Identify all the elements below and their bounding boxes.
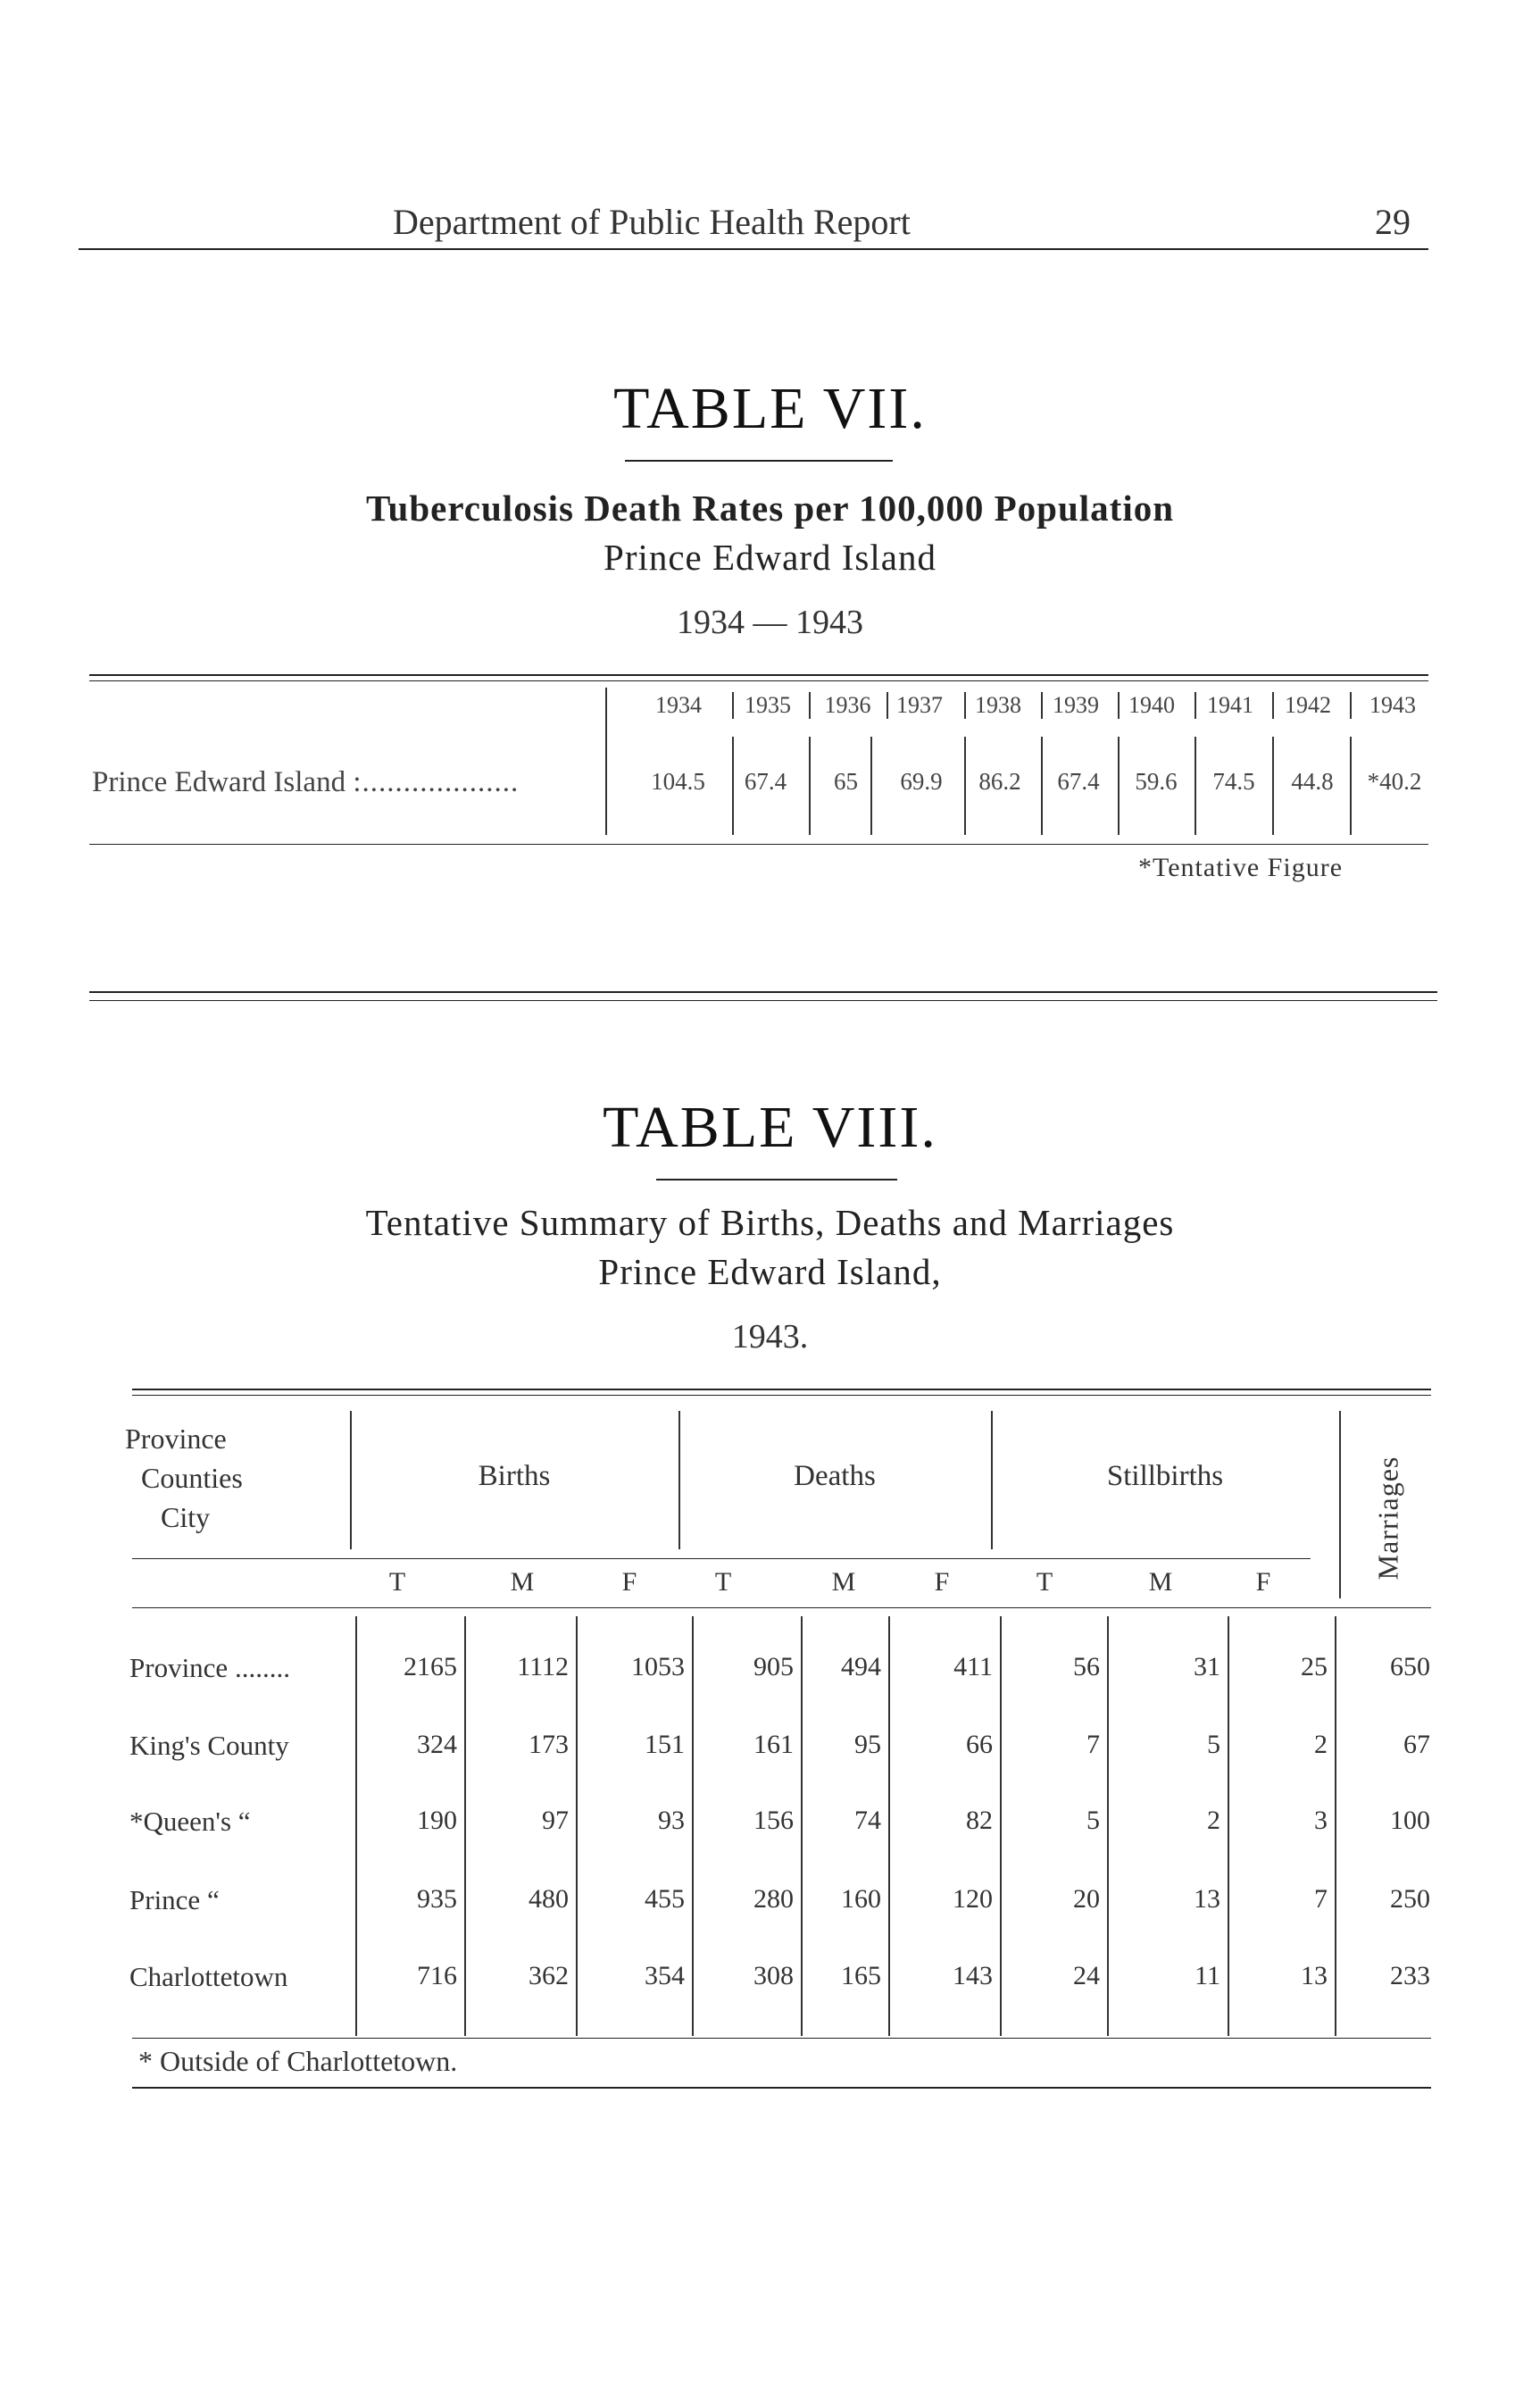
table8-body-top-rule xyxy=(132,1607,1431,1608)
table7-stub-divider xyxy=(605,688,607,835)
table7-col-divider xyxy=(732,737,734,835)
table8-cell: 2165 xyxy=(404,1652,457,1681)
table8-row-label: Charlottetown xyxy=(129,1961,288,1992)
table8-footnote: * Outside of Charlottetown. xyxy=(138,2045,458,2077)
table7-year-1934: 1934 xyxy=(655,692,702,718)
table8-cell: 411 xyxy=(953,1652,993,1681)
table8-cell: 494 xyxy=(841,1652,881,1681)
table8-cell: 56 xyxy=(1073,1652,1100,1681)
table7-note: *Tentative Figure xyxy=(1138,853,1344,882)
table8-cell: 160 xyxy=(841,1884,881,1914)
section-separator xyxy=(89,991,1437,993)
table8-cell: 173 xyxy=(529,1730,569,1759)
table8-cell: 24 xyxy=(1073,1961,1100,1990)
table7-subtitle: Tuberculosis Death Rates per 100,000 Population xyxy=(365,488,1175,529)
table7-year-1940: 1940 xyxy=(1128,692,1175,718)
table7-col-divider xyxy=(1118,737,1120,835)
table7-value-1938: 86.2 xyxy=(978,768,1021,795)
table8-cell: 13 xyxy=(1301,1961,1328,1990)
table7-value-1935: 67.4 xyxy=(744,768,787,795)
table8-cell: 1112 xyxy=(517,1652,569,1681)
table7-value-1936: 65 xyxy=(834,768,858,795)
table8-cell: 2 xyxy=(1314,1730,1328,1759)
table8-cell: 161 xyxy=(753,1730,794,1759)
table7-year-1941: 1941 xyxy=(1207,692,1253,718)
table7-value-1937: 69.9 xyxy=(900,768,943,795)
page-number: 29 xyxy=(1375,202,1411,242)
table7-col-divider xyxy=(732,692,734,719)
table8-cell: 74 xyxy=(854,1806,881,1835)
table8-cell: 480 xyxy=(529,1884,569,1914)
table7-value-1942: 44.8 xyxy=(1291,768,1334,795)
table8-sub-stillbirths-t: T xyxy=(1036,1567,1053,1597)
table7-col-divider xyxy=(964,737,966,835)
table7-year-1943: 1943 xyxy=(1369,692,1416,718)
table7-row-label: Prince Edward Island :................... xyxy=(92,766,520,798)
table8-sub-deaths-t: T xyxy=(714,1567,732,1597)
table7-year-1938: 1938 xyxy=(975,692,1021,718)
table7-value-1934: 104.5 xyxy=(651,768,705,795)
table7-period: 1934 — 1943 xyxy=(677,604,863,641)
table8-cell: 308 xyxy=(753,1961,794,1990)
table8-sub-births-t: T xyxy=(388,1567,406,1597)
table7-col-divider xyxy=(1350,692,1352,719)
table7-top-rule xyxy=(89,674,1428,676)
table8-stub-city: City xyxy=(161,1501,211,1533)
table8-row-label: Province ........ xyxy=(129,1652,290,1683)
table8-cell-marriages: 650 xyxy=(1390,1652,1430,1681)
table8-sub-stillbirths-f: F xyxy=(1255,1567,1271,1597)
table8-stub-counties: Counties xyxy=(141,1462,243,1494)
header-rule xyxy=(79,248,1428,250)
table7-top-rule-2 xyxy=(89,680,1428,681)
table8-year: 1943. xyxy=(731,1318,809,1356)
table8-cell: 82 xyxy=(966,1806,993,1835)
table8-stub-province: Province xyxy=(125,1422,227,1455)
table8-sub-stillbirths-m: M xyxy=(1148,1567,1173,1597)
table8-cell-marriages: 250 xyxy=(1390,1884,1430,1914)
table7-value-1941: 74.5 xyxy=(1212,768,1255,795)
table7-col-divider xyxy=(964,692,966,719)
table8-cell: 93 xyxy=(658,1806,685,1835)
table8-marriages-header: Marriages xyxy=(1371,1456,1404,1581)
table8-group-stillbirths: Stillbirths xyxy=(1106,1460,1224,1492)
table8-cell: 5 xyxy=(1086,1806,1100,1835)
table8-title: TABLE VIII. xyxy=(603,1095,937,1160)
page-header-title: Department of Public Health Report xyxy=(393,202,911,242)
table8-cell: 1053 xyxy=(631,1652,685,1681)
table8-bottom-rule xyxy=(132,2038,1431,2039)
table8-group-deaths: Deaths xyxy=(794,1460,876,1492)
table8-cell: 31 xyxy=(1194,1652,1220,1681)
table8-cell: 25 xyxy=(1301,1652,1328,1681)
table7-title: TABLE VII. xyxy=(613,376,927,441)
table8-cell: 97 xyxy=(542,1806,569,1835)
table7-year-1935: 1935 xyxy=(745,692,791,718)
table7-col-divider xyxy=(1350,737,1352,835)
table8-cell: 716 xyxy=(417,1961,457,1990)
table7-year-1936: 1936 xyxy=(824,692,871,718)
table8-title-rule xyxy=(656,1179,897,1180)
table8-cell: 455 xyxy=(645,1884,685,1914)
table7-col-divider xyxy=(870,737,872,835)
table8-cell: 13 xyxy=(1194,1884,1220,1914)
table8-cell: 280 xyxy=(753,1884,794,1914)
table8-cell: 7 xyxy=(1314,1884,1328,1914)
table7-region: Prince Edward Island xyxy=(604,537,936,578)
table8-cell: 2 xyxy=(1207,1806,1220,1835)
table8-cell: 324 xyxy=(417,1730,457,1759)
table8-header-divider xyxy=(1339,1411,1341,1598)
table8-cell: 5 xyxy=(1207,1730,1220,1759)
table7-col-divider xyxy=(887,692,888,719)
table8-group-births: Births xyxy=(478,1460,551,1492)
table7-year-1937: 1937 xyxy=(896,692,943,718)
table7-col-divider xyxy=(809,737,811,835)
table7-value-1943: *40.2 xyxy=(1367,768,1422,795)
table8-cell: 120 xyxy=(953,1884,993,1914)
table8-cell: 11 xyxy=(1195,1961,1220,1990)
table7-year-1939: 1939 xyxy=(1053,692,1099,718)
table8-cell: 156 xyxy=(753,1806,794,1835)
table8-subtitle: Tentative Summary of Births, Deaths and Marriages xyxy=(365,1202,1175,1243)
table8-cell: 905 xyxy=(753,1652,794,1681)
table8-cell-marriages: 233 xyxy=(1390,1961,1430,1990)
table8-sub-deaths-m: M xyxy=(831,1567,856,1597)
table7-col-divider xyxy=(1118,692,1120,719)
table8-region: Prince Edward Island, xyxy=(598,1251,942,1292)
table8-cell-marriages: 100 xyxy=(1390,1806,1430,1835)
table7-value-1940: 59.6 xyxy=(1135,768,1178,795)
table8-cell: 3 xyxy=(1314,1806,1328,1835)
table8-cell: 143 xyxy=(953,1961,993,1990)
table8-cell: 354 xyxy=(645,1961,685,1990)
table8-top-rule-2 xyxy=(132,1395,1431,1396)
table8-cell: 66 xyxy=(966,1730,993,1759)
table7-col-divider xyxy=(1195,737,1196,835)
table7-col-divider xyxy=(809,692,811,719)
table7-col-divider xyxy=(1195,692,1196,719)
table8-cell: 20 xyxy=(1073,1884,1100,1914)
section-separator-2 xyxy=(89,1000,1437,1001)
table8-cell: 190 xyxy=(417,1806,457,1835)
table8-sub-births-f: F xyxy=(621,1567,637,1597)
table7-value-1939: 67.4 xyxy=(1057,768,1100,795)
table8-cell: 165 xyxy=(841,1961,881,1990)
table8-row-label: King's County xyxy=(129,1730,289,1761)
table8-sub-deaths-f: F xyxy=(934,1567,950,1597)
table8-cell: 7 xyxy=(1086,1730,1100,1759)
table8-row-label: Prince “ xyxy=(129,1884,220,1915)
table8-top-rule xyxy=(132,1389,1431,1390)
table8-cell: 95 xyxy=(854,1730,881,1759)
table8-subheader-rule xyxy=(132,1558,1311,1559)
table7-col-divider xyxy=(1041,737,1043,835)
table7-year-1942: 1942 xyxy=(1285,692,1331,718)
table7-col-divider xyxy=(1272,692,1274,719)
table8-cell-marriages: 67 xyxy=(1403,1730,1430,1759)
table7-bottom-rule xyxy=(89,844,1428,845)
table8-row-label: *Queen's “ xyxy=(129,1806,251,1837)
table7-col-divider xyxy=(1272,737,1274,835)
table8-cell: 935 xyxy=(417,1884,457,1914)
table8-cell: 362 xyxy=(529,1961,569,1990)
table7-col-divider xyxy=(1041,692,1043,719)
table7-title-rule xyxy=(625,460,893,462)
table8-end-rule xyxy=(132,2087,1431,2089)
table8-cell: 151 xyxy=(645,1730,685,1759)
table8-sub-births-m: M xyxy=(510,1567,535,1597)
